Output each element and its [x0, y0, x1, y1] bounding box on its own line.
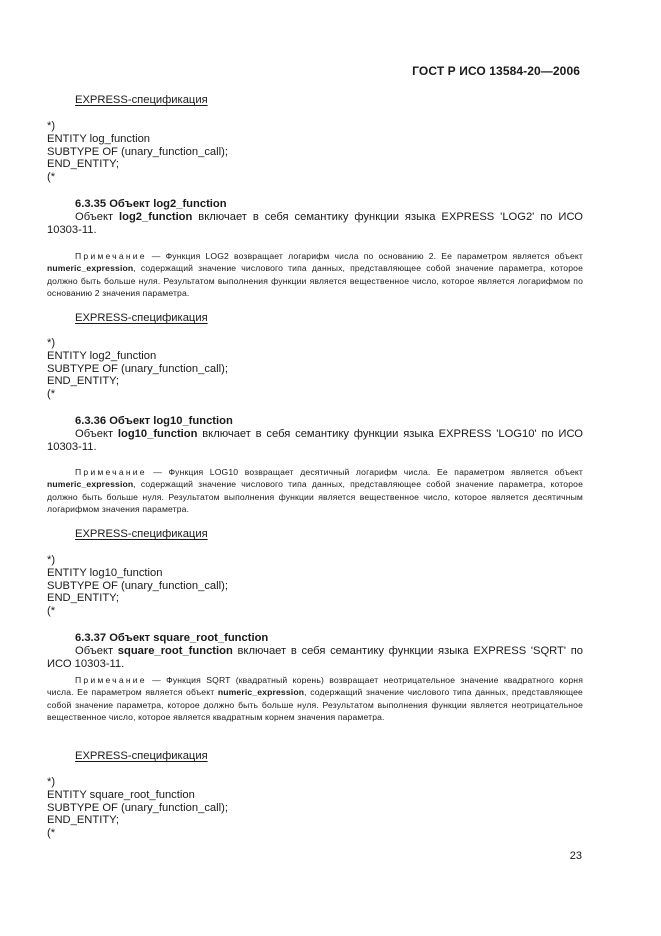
express-spec-label: EXPRESS-спецификация: [75, 94, 208, 106]
code-line: END_ENTITY;: [47, 158, 120, 171]
code-line: END_ENTITY;: [47, 375, 120, 388]
code-line: (*: [47, 388, 56, 401]
code-line: (*: [47, 171, 56, 184]
document-header: ГОСТ Р ИСО 13584-20—2006: [412, 64, 580, 78]
code-line: SUBTYPE OF (unary_function_call);: [47, 579, 228, 592]
code-block-log: [47, 120, 583, 184]
section-note: Примечание — Функция LOG10 возвращает десятичный логарифм числа. Ее параметром является объект numeric_expression, содержащий значение числового типа данных, представляющее собой значение параметра, которое должно быть больше нуля. Результатом выполнения функции является вещественное число, которое является десятичным логарифмом значения параметра.: [47, 467, 583, 515]
code-line: *): [47, 120, 56, 132]
code-block-log10: [47, 554, 583, 618]
page-number: 23: [569, 850, 582, 862]
code-line: SUBTYPE OF (unary_function_call);: [47, 801, 228, 814]
section-paragraph: Объект square_root_function включает в себя семантику функции языка EXPRESS 'SQRT' по ИСО 10303-11.: [47, 645, 583, 670]
section-paragraph: Объект log10_function включает в себя семантику функции языка EXPRESS 'LOG10' по ИСО 10303-11.: [47, 428, 583, 453]
code-line: *): [47, 776, 56, 788]
section-note: Примечание — Функция SQRT (квадратный корень) возвращает неотрицательное значение квадратного корня числа. Ее параметром является объект numeric_expression, содержащий значение числового типа данных, представляющее собой значение параметра, которое должно быть больше нуля. Результатом выполнения функции является неотрицательное вещественное число, которое является квадратным корнем значения параметра.: [47, 675, 583, 723]
code-line: *): [47, 337, 56, 349]
express-spec-label: EXPRESS-спецификация: [75, 750, 208, 762]
section-heading-6-3-35: 6.3.35 Объект log2_function: [75, 198, 227, 210]
code-line: (*: [47, 605, 56, 618]
section-note: Примечание — Функция LOG2 возвращает логарифм числа по основанию 2. Ее параметром является объект numeric_expression, содержащий значение числового типа данных, представляющее собой значение параметра, которое должно быть больше нуля. Результатом выполнения функции является вещественное число, которое является логарифмом по основанию 2 значения параметра.: [47, 251, 583, 299]
section-heading-6-3-37: 6.3.37 Объект square_root_function: [75, 632, 269, 644]
code-line: *): [47, 554, 56, 566]
code-line: (*: [47, 827, 56, 840]
code-line: ENTITY log2_function: [47, 349, 157, 362]
code-line: ENTITY log_function: [47, 132, 151, 145]
express-spec-label: EXPRESS-спецификация: [75, 528, 208, 540]
code-block-square-root: [47, 776, 583, 840]
express-spec-label: EXPRESS-спецификация: [75, 312, 208, 324]
code-line: END_ENTITY;: [47, 814, 120, 827]
code-line: ENTITY square_root_function: [47, 788, 195, 801]
section-heading-6-3-36: 6.3.36 Объект log10_function: [75, 415, 233, 427]
code-line: SUBTYPE OF (unary_function_call);: [47, 362, 228, 375]
code-line: ENTITY log10_function: [47, 566, 163, 579]
code-line: END_ENTITY;: [47, 592, 120, 605]
code-line: SUBTYPE OF (unary_function_call);: [47, 145, 228, 158]
code-block-log2: [47, 337, 583, 401]
section-paragraph: Объект log2_function включает в себя семантику функции языка EXPRESS 'LOG2' по ИСО 10303-11.: [47, 211, 583, 236]
